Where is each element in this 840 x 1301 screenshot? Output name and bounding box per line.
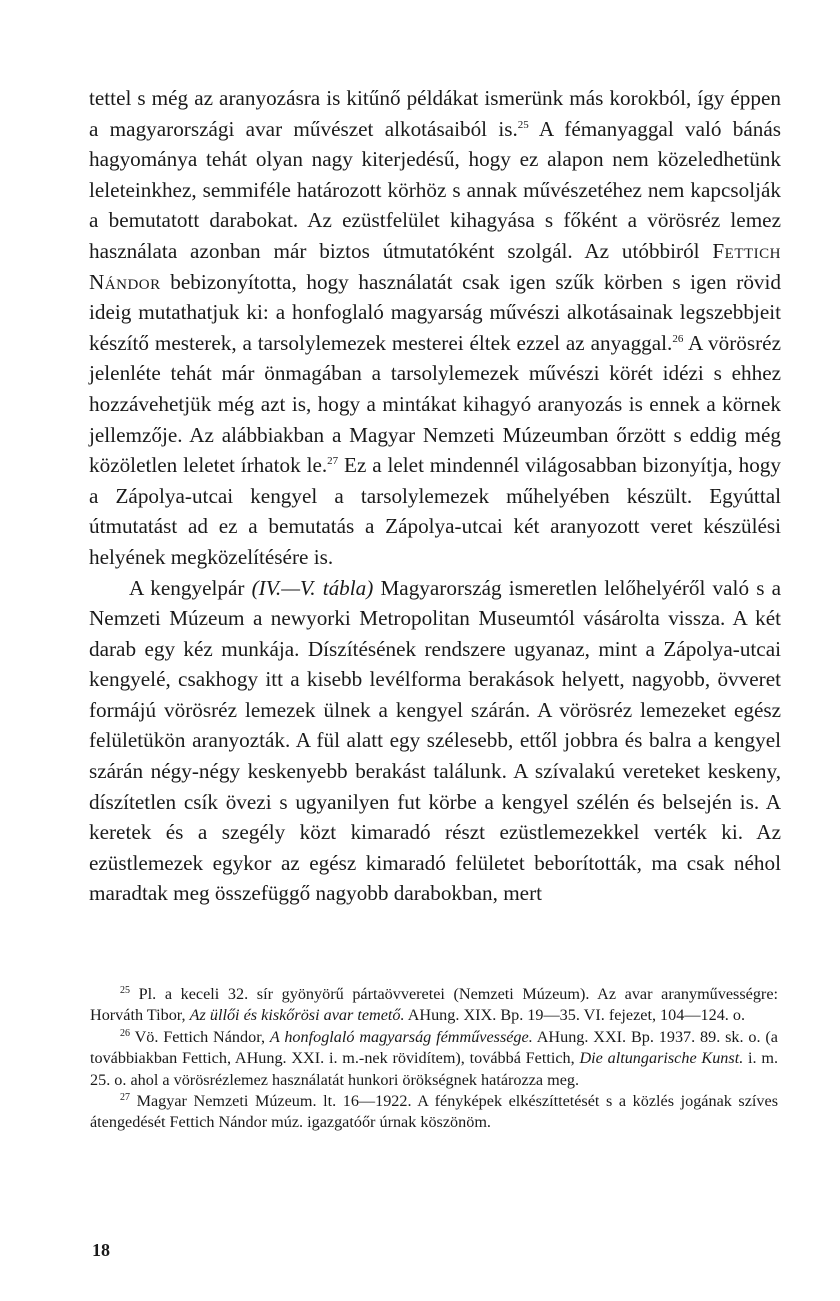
cited-title: Az üllői és kiskőrösi avar temető. (189, 1006, 405, 1025)
text-run: A kengyelpár (129, 575, 252, 600)
footnote-ref-25[interactable]: 25 (517, 118, 529, 131)
text-run: Ez a lelet mindennél világosabban bizonyítja, hogy a Zápolya-utcai kengyel a tarsolylemezek műhelyében készült. Egyúttal útmutatást ad ez a bemutatás a Zápolya-utcai két aranyozott veret készülési helyének megközelítésére is. (89, 453, 781, 569)
footnote-number: 27 (120, 1092, 130, 1104)
footnote-text: Pl. a keceli 32. sír gyönyörű pártaövveretei (Nemzeti Múzeum). Az avar aranyművességre: Horváth Tibor, (90, 985, 778, 1025)
paragraph-2 (89, 573, 781, 910)
footnote-text: AHung. XIX. Bp. 19—35. VI. fejezet, 104—124. o. (404, 1006, 746, 1025)
text-run: A fémanyaggal való bánás hagyománya tehát olyan nagy kiterjedésű, hogy ez alapon nem közeledhetünk leleteinkhez, semmiféle határozott körhöz s annak művészetéhez nem kapcsolják a bemutatott darabokat. Az ezüstfelület kihagyása s főként a vörösréz lemez használata azonban már biztos útmutatóként szolgál. Az utóbbiról (89, 116, 781, 263)
text-run: A vörösréz jelenléte tehát már önmagában a tarsolylemezek művészi körét idézi s ehhez hozzávehetjük még azt is, hogy a mintákat kihagyó aranyozás is ennek a körnek jellemzője. Az alábbiakban a Magyar Nemzeti Múzeumban őrzött s eddig még közöletlen leletet írhatok le. (89, 330, 781, 478)
footnote-text: Magyar Nemzeti Múzeum. lt. 16—1922. A fényképek elkészíttetését s a közlés jogának szíves átengedését Fettich Nándor múz. igazgatóőr úrnak köszönöm. (90, 1092, 778, 1132)
text-run: Magyarország ismeretlen lelőhelyéről való s a Nemzeti Múzeum a newyorki Metropolitan Museumtól vásárolta vissza. A két darab egy kéz munkája. Díszítésének rendszere ugyanaz, mint a Zápolya-utcai kengyelé, csakhogy itt a kisebb levélforma berakások helyett, nagyobb, övveret formájú vörösréz lemezek ülnek a kengyel szárán. A vörösréz lemezeket egész felületükön aranyozták. A fül alatt egy szélesebb, ettől jobbra és balra a kengyel szárán négy-négy keskenyebb berakást találunk. A szívalakú vereteket keskeny, díszítetlen csík övezi s ugyanilyen fut körbe a kengyel szélén és belsején is. A keretek és a szegély közt kimaradó részt ezüstlemezekkel verték ki. Az ezüstlemezek egykor az egész kimaradó felületet beborították, ma csak néhol maradtak meg összefüggő nagyobb darabokban, mert (89, 575, 781, 906)
footnote-text: Vö. Fettich Nándor, (130, 1027, 270, 1046)
text-run: tettel s még az aranyozásra is kitűnő példákat ismerünk más korokból, így éppen a magyarországi avar művészet alkotásaiból is. (89, 86, 781, 141)
footnotes (90, 984, 778, 1134)
footnote-25 (90, 984, 778, 1027)
footnote-text: AHung. XXI. Bp. 1937. 89. sk. o. (a továbbiakban Fettich, AHung. XXI. i. m.-nek rövidítem), továbbá Fettich, (90, 1027, 778, 1068)
footnote-number: 25 (120, 985, 130, 996)
footnote-text: i. m. 25. o. ahol a vörösrézlemez használatát hunkori örökségnek határozza meg. (90, 1049, 778, 1089)
paragraph-1 (89, 83, 781, 573)
author-name: Fettich Nándor (89, 238, 781, 294)
footnote-number: 26 (120, 1027, 130, 1039)
cited-title: A honfoglaló magyarság fémművessége. (269, 1027, 533, 1046)
text-run: bebizonyította, hogy használatát csak igen szűk körben s igen rövid ideig mutathatjuk ki: a honfoglaló magyarság művészi alkotásainak legszebbjeit készítő mesterek, a tarsolylemezek mesterei éltek ezzel az anyaggal. (89, 269, 781, 355)
page-number: 18 (92, 1240, 110, 1260)
footnote-ref-27[interactable]: 27 (327, 455, 339, 468)
footnote-ref-26[interactable]: 26 (672, 332, 684, 345)
footnote-27 (90, 1091, 778, 1134)
main-text (89, 83, 781, 909)
cited-title: Die altungarische Kunst. (579, 1049, 744, 1068)
plate-reference: (IV.—V. tábla) (251, 575, 374, 600)
footnote-26 (90, 1027, 778, 1091)
